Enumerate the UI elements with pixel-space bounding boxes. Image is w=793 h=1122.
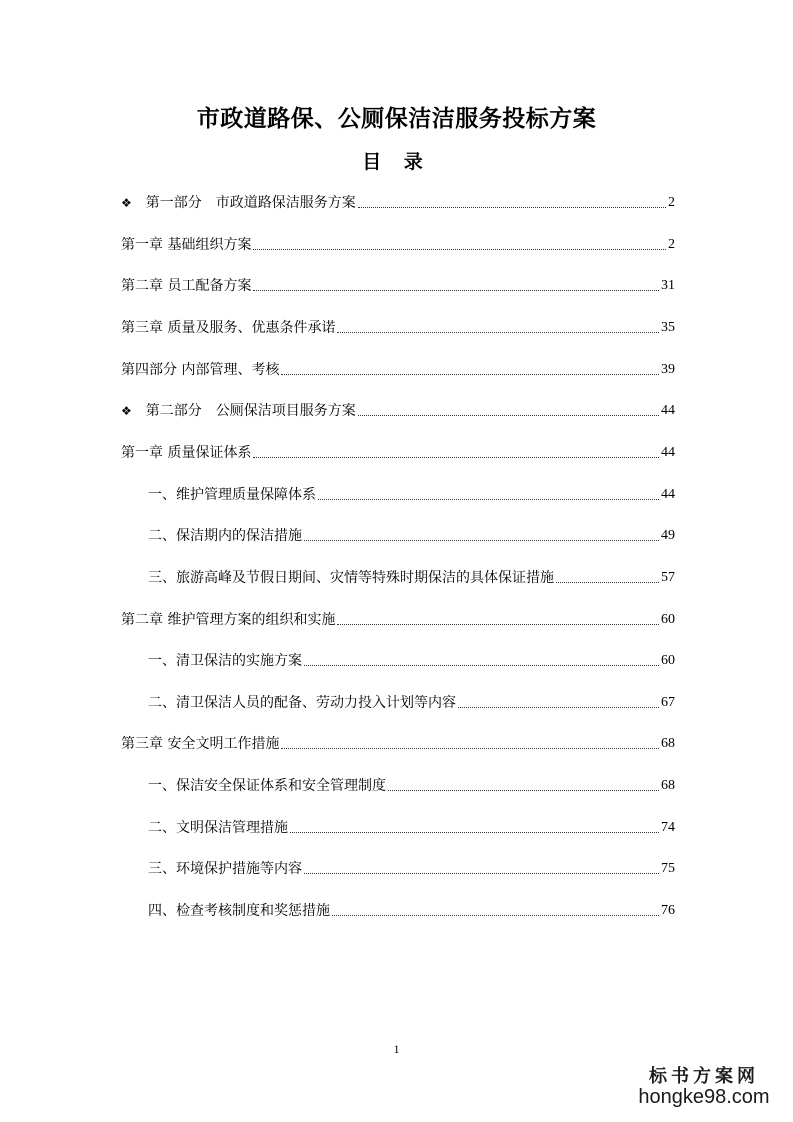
toc-dot-leader (458, 707, 659, 708)
toc-entry-label: 二、保洁期内的保洁措施 (148, 528, 302, 545)
toc-entry[interactable] (148, 647, 675, 671)
toc-entry[interactable] (121, 314, 675, 338)
toc-dot-leader (281, 748, 659, 749)
toc-entry[interactable] (148, 855, 675, 879)
toc-entry-label: 第一部分 市政道路保洁服务方案 (145, 195, 356, 211)
toc-entry[interactable] (148, 481, 675, 505)
toc-entry-page: 57 (661, 569, 675, 585)
toc-dot-leader (337, 624, 659, 625)
toc-entry[interactable] (148, 814, 675, 838)
page-number: 1 (393, 1042, 400, 1056)
toc-entry-label: 四、检查考核制度和奖惩措施 (148, 903, 330, 920)
toc-entry-label: 第三章 安全文明工作措施 (121, 736, 280, 753)
toc-entry-page: 68 (661, 778, 675, 794)
toc-entry-label: 二、清卫保洁人员的配备、劳动力投入计划等内容 (148, 694, 456, 711)
toc-entry[interactable] (121, 272, 675, 296)
toc-dot-leader (332, 915, 659, 916)
toc-entry-label: 第一章 质量保证体系 (121, 444, 252, 461)
toc-entry-label: 第二部分 公厕保洁项目服务方案 (145, 403, 356, 420)
toc-entry-page: 60 (661, 653, 675, 669)
toc-entry[interactable] (121, 356, 675, 380)
toc-entry-label: 三、旅游高峰及节假日期间、灾情等特殊时期保洁的具体保证措施 (148, 569, 554, 586)
toc-entry-label: 第四部分 内部管理、考核 (121, 361, 280, 378)
toc-entry-page: 76 (661, 903, 675, 919)
toc-entry[interactable] (121, 231, 675, 255)
toc-entry-label: 第一章 基础组织方案 (121, 236, 252, 253)
toc-entry[interactable] (121, 606, 675, 630)
toc-entry-page: 2 (668, 236, 675, 252)
toc-entry-page: 2 (668, 195, 675, 210)
toc-dot-leader (358, 207, 666, 208)
toc-dot-leader (290, 832, 659, 833)
watermark-url: hongke98.com (638, 1085, 770, 1108)
toc-entry-page: 44 (661, 403, 675, 419)
toc-entry-label: 第二章 维护管理方案的组织和实施 (121, 611, 336, 628)
toc-entry[interactable] (148, 689, 675, 713)
toc-entry-page: 44 (661, 486, 675, 502)
toc-entry-page: 75 (661, 861, 675, 877)
toc-entry-label: 一、维护管理质量保障体系 (148, 486, 316, 503)
toc-entry-label: 一、清卫保洁的实施方案 (148, 653, 302, 670)
toc-dot-leader (318, 499, 659, 500)
toc-entry-page: 44 (661, 444, 675, 460)
toc-entry-label: 二、文明保洁管理措施 (148, 819, 288, 836)
toc-entry-page: 68 (661, 736, 675, 752)
toc-entry-page: 35 (661, 319, 675, 335)
toc-dot-leader (556, 582, 659, 583)
toc-entry-label: 三、环境保护措施等内容 (148, 861, 302, 878)
watermark-logo (629, 1068, 779, 1108)
toc-entry-label: 第二章 员工配备方案 (121, 278, 252, 295)
diamond-bullet-icon: ❖ (121, 404, 132, 419)
toc-entry-page: 67 (661, 694, 675, 710)
toc-dot-leader (337, 332, 659, 333)
toc-dot-leader (281, 374, 659, 375)
toc-dot-leader (304, 873, 659, 874)
toc-dot-leader (304, 665, 659, 666)
watermark-brand: 标书方案网 (649, 1066, 759, 1087)
diamond-bullet-icon: ❖ (121, 196, 132, 210)
toc-entry-page: 74 (661, 819, 675, 835)
toc-dot-leader (388, 790, 659, 791)
toc-entry-page: 49 (661, 528, 675, 544)
toc-dot-leader (304, 540, 659, 541)
toc-entry[interactable] (121, 730, 675, 754)
toc-heading: 目 录 (362, 151, 431, 173)
toc-entry-page: 60 (661, 611, 675, 627)
toc-entry[interactable] (121, 397, 675, 421)
toc-entry[interactable] (148, 897, 675, 921)
document-title: 市政道路保、公厕保洁洁服务投标方案 (196, 106, 597, 132)
toc-dot-leader (253, 290, 659, 291)
toc-entry[interactable] (148, 564, 675, 588)
toc-entry-label: 一、保洁安全保证体系和安全管理制度 (148, 778, 386, 795)
toc-entry-label: 第三章 质量及服务、优惠条件承诺 (121, 319, 336, 336)
toc-entry-page: 31 (661, 278, 675, 294)
toc-entry[interactable] (148, 522, 675, 546)
toc-entry[interactable] (121, 439, 675, 463)
toc-entry[interactable] (148, 772, 675, 796)
toc-entry[interactable] (121, 189, 675, 213)
toc-entry-page: 39 (661, 361, 675, 377)
toc-dot-leader (253, 249, 666, 250)
toc-dot-leader (358, 415, 659, 416)
toc-dot-leader (253, 457, 659, 458)
